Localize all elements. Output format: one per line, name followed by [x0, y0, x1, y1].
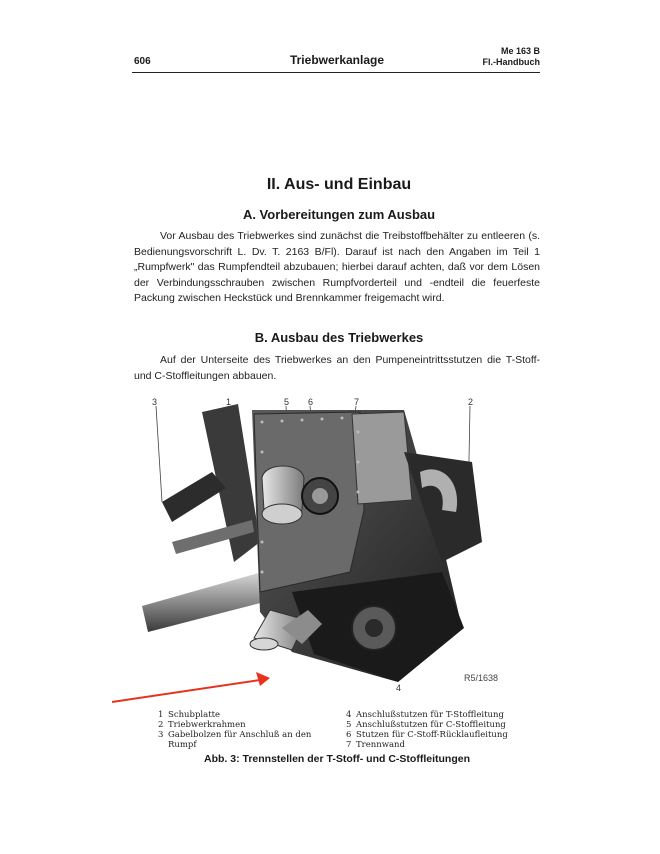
subsection-a-text: Vor Ausbau des Triebwerkes sind zunächst die Treibstoffbehälter zu entleeren (s. Bedienungsvorschrift L. Dv. T. 2163 B/Fl). Darauf ist nach den Angaben im Teil 1 „Rumpfwerk" das Rumpfendteil abzubauen; hierbei darauf achten, daß vor dem Lösen der Verbindungsschrauben zwischen Rumpfvorderteil und -endteil die feuerfeste Packung zwischen Heckstück und Brennkammer freigemacht wird.	[134, 230, 540, 304]
callout-6: 6	[308, 397, 314, 407]
legend-item: 1 Schubplatte	[158, 710, 221, 720]
legend-item: 4 Anschlußstutzen für T-Stoffleitung	[346, 710, 504, 720]
page-header	[134, 44, 540, 70]
callout-1: 1	[226, 397, 232, 407]
header-model-block	[483, 46, 541, 68]
annotation-arrow	[110, 668, 280, 708]
subsection-a-heading: A. Vorbereitungen zum Ausbau	[242, 207, 436, 222]
legend-item: 6 Stutzen für C-Stoff-Rücklaufleitung	[346, 730, 508, 740]
legend-right	[346, 710, 536, 750]
figure-code: R5/1638	[464, 673, 499, 683]
legend-item: 2 Triebwerkrahmen	[158, 720, 246, 730]
legend-left	[158, 710, 332, 750]
page-number: 606	[134, 56, 151, 67]
callout-3: 3	[152, 397, 158, 407]
header-rule	[132, 72, 540, 73]
legend-item: 3 Gabelbolzen für Anschluß an den Rumpf	[158, 730, 312, 750]
figure-caption: Abb. 3: Trennstellen der T-Stoff- und C-Stoffleitungen	[204, 753, 470, 765]
callout-7: 7	[354, 397, 360, 407]
engine-photo-drawing	[142, 392, 498, 696]
section-title: II. Aus- und Einbau	[266, 176, 412, 193]
header-model: Me 163 B	[500, 46, 540, 56]
engine-photo	[142, 392, 498, 696]
header-manual: Fl.-Handbuch	[482, 57, 540, 67]
callout-2: 2	[468, 397, 474, 407]
header-title: Triebwerkanlage	[289, 53, 385, 67]
legend-item: 5 Anschlußstutzen für C-Stoffleitung	[346, 720, 506, 730]
subsection-b-heading: B. Ausbau des Triebwerkes	[254, 330, 424, 345]
callout-5: 5	[284, 397, 290, 407]
callout-4: 4	[396, 683, 402, 693]
legend-item: 7 Trennwand	[346, 740, 405, 750]
subsection-b-text: Auf der Unterseite des Triebwerkes an den Pumpeneintrittsstutzen die T-Stoff- und C-Stoffleitungen abbauen.	[134, 354, 540, 382]
